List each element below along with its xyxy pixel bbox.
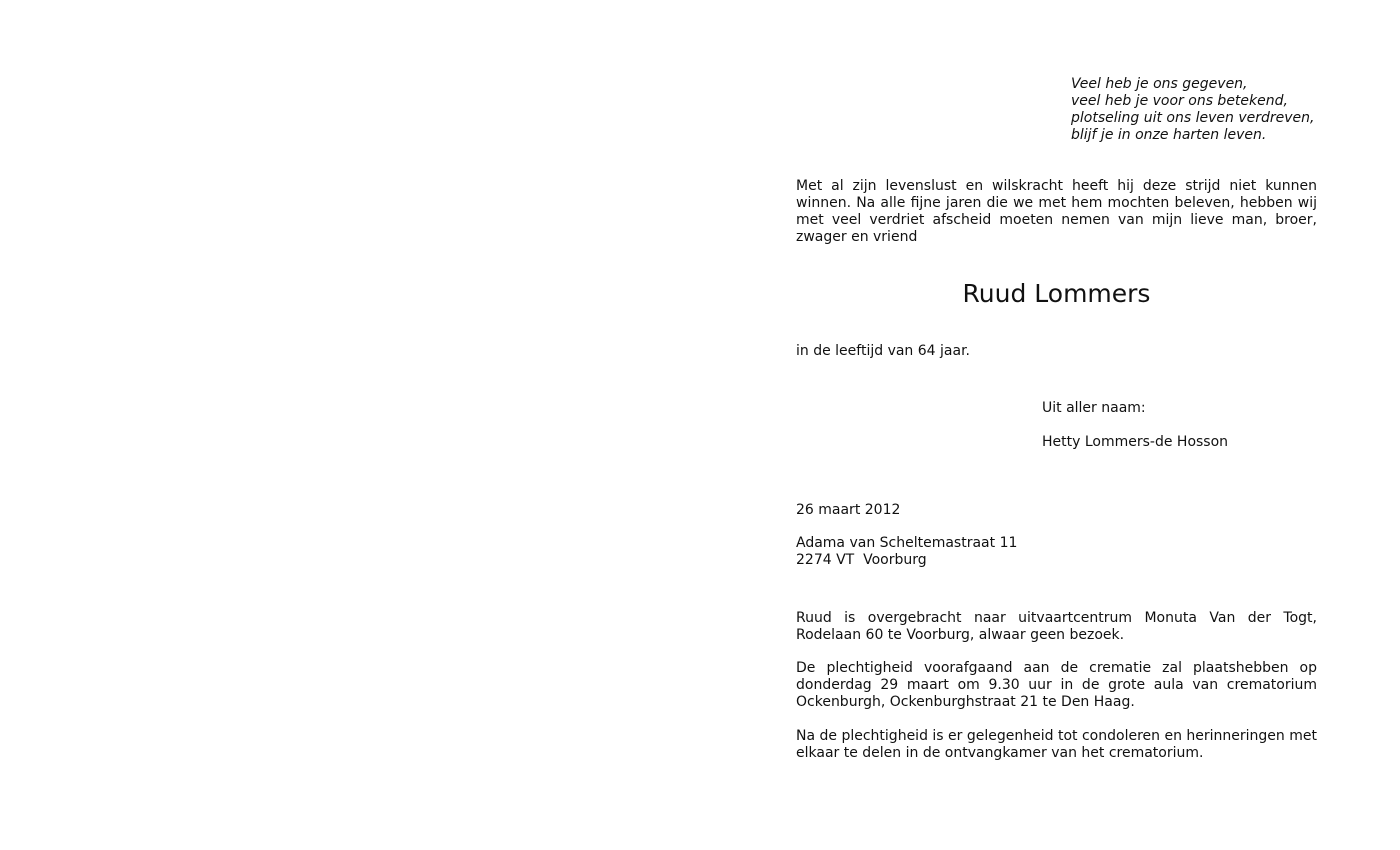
address-street: Adama van Scheltemastraat 11 — [796, 535, 1018, 551]
paragraph-transfer: Ruud is overgebracht naar uitvaartcentrum Monuta Van der Togt, Rodelaan 60 te Voorburg, alwaar geen bezoek. — [796, 610, 1317, 643]
poem-line: plotseling uit ons leven verdreven, — [1071, 110, 1315, 126]
address — [796, 535, 1017, 569]
poem-line: veel heb je voor ons betekend, — [1071, 93, 1288, 109]
poem-line: Veel heb je ons gegeven, — [1071, 76, 1248, 92]
paragraph-ceremony: De plechtigheid voorafgaand aan de crematie zal plaatshebben op donderdag 29 maart om 9.30 uur in de grote aula van crematorium Ockenburgh, Ockenburghstraat 21 te Den Haag. — [796, 660, 1317, 710]
age-line: in de leeftijd van 64 jaar. — [796, 343, 970, 359]
paragraph-condolences: Na de plechtigheid is er gelegenheid tot condoleren en herinneringen met elkaar te delen in de ontvangkamer van het crematorium. — [796, 728, 1317, 761]
intro-paragraph: Met al zijn levenslust en wilskracht heeft hij deze strijd niet kunnen winnen. Na alle fijne jaren die we met hem mochten beleven, hebben wij met veel verdriet afscheid moeten nemen van mijn lieve man, broer, zwager en vriend — [796, 178, 1317, 245]
date: 26 maart 2012 — [796, 502, 901, 518]
signoff-label: Uit aller naam: — [1042, 400, 1146, 416]
address-city: 2274 VT Voorburg — [796, 552, 927, 568]
poem-line: blijf je in onze harten leven. — [1071, 127, 1267, 143]
signoff-name: Hetty Lommers-de Hosson — [1042, 434, 1229, 450]
obituary-card — [796, 0, 1317, 850]
poem — [1071, 76, 1314, 144]
deceased-name: Ruud Lommers — [962, 279, 1151, 308]
